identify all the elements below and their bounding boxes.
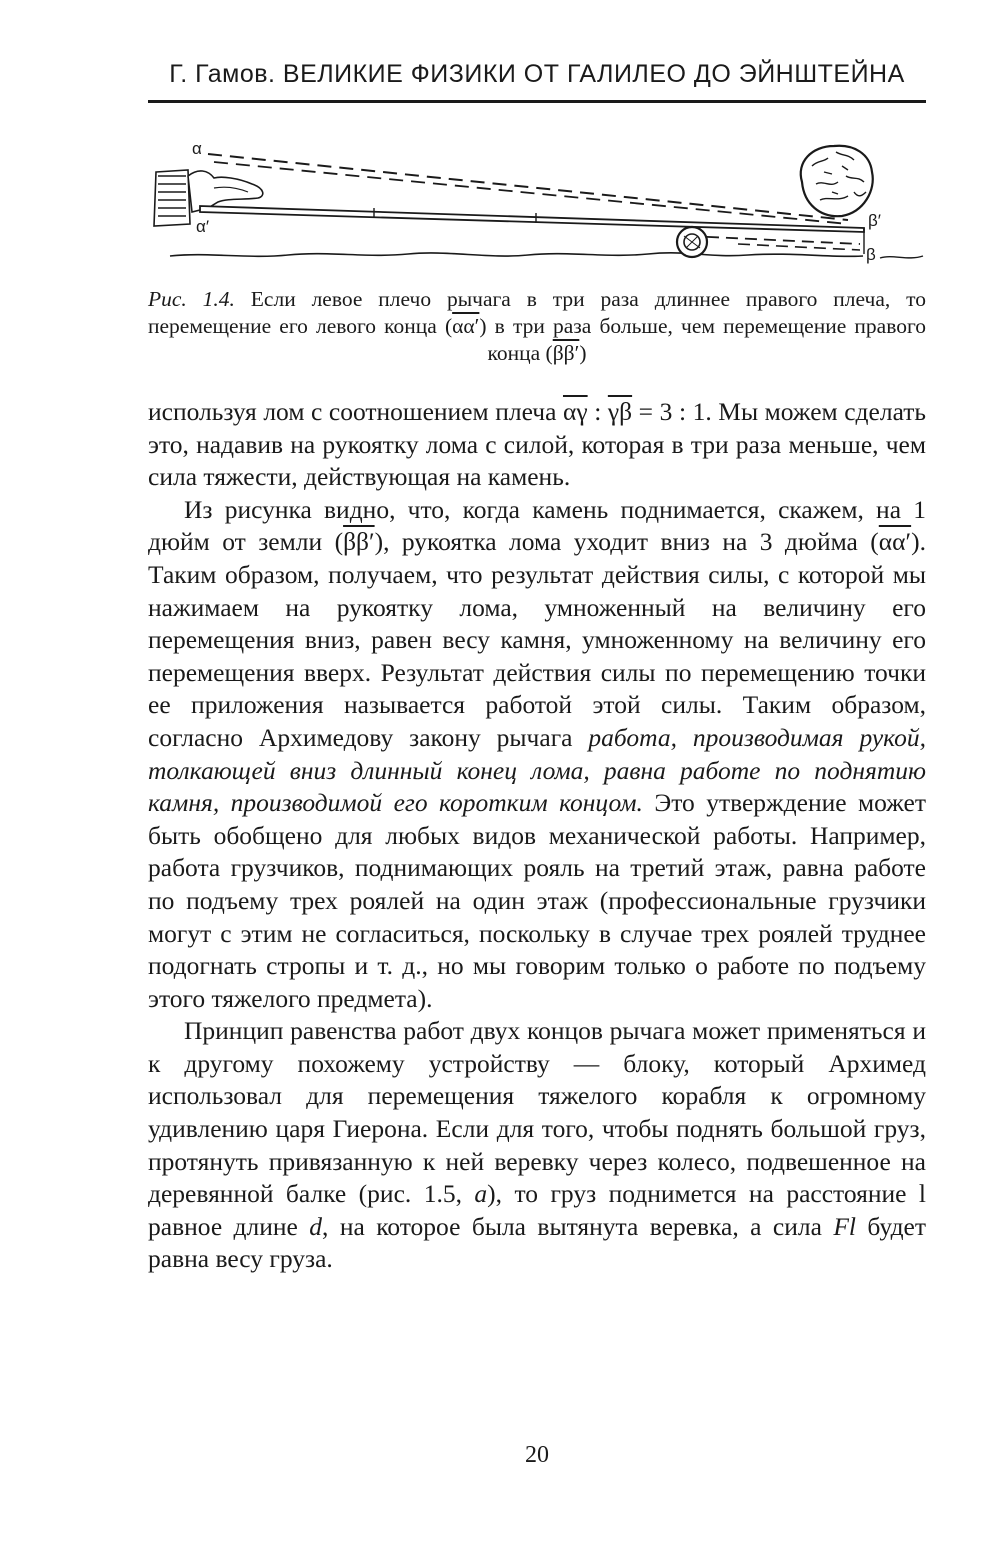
p2-text-b: ), рукоятка лома уходит вниз на 3 дюйма (	[374, 527, 879, 557]
label-alpha-prime: α′	[196, 217, 210, 236]
stone	[801, 146, 873, 216]
paragraph-1	[148, 396, 926, 494]
p2-emphasis: работа, производимая рукой, толкающей вниз длинный конец лома, равна работе по поднятию камня, производимой его коротким концом.	[148, 722, 927, 818]
lever-dashed-lower	[688, 236, 860, 244]
p1-text-c: = 3 : 1. Мы можем сделать это, надавив на рукоятку лома с силой, которая в три раза меньше, чем сила тяжести, действующая на камень.	[148, 397, 926, 492]
caption-symbol-alpha: αα′	[452, 314, 480, 338]
p2-text-d: Это утверждение может быть обобщено для любых видов механической работы. Например, работа грузчиков, поднимающих рояль на третий этаж, равна работе по подъему трех роялей на один этаж (профессиональные грузчики могут с этим не согласиться, поскольку в случае трех роялей труднее подогнать стропы и т. д., но мы говорим только о работе по подъему этого тяжелого предмета).	[148, 788, 927, 1013]
p2-symbol-beta: ββ′	[343, 527, 375, 557]
p3-emphasis-a: а	[474, 1179, 488, 1209]
body-text	[148, 396, 926, 1276]
p1-symbol-gamma-beta: $\overline{\gamma\beta}$	[607, 397, 633, 426]
caption-text-1: Если левое плечо рычага в три раза длиннее правого плеча, то перемещение его левого конца (	[148, 287, 927, 338]
label-alpha: α	[192, 139, 202, 158]
p2-text-a: Из рисунка видно, что, когда камень поднимается, скажем, на 1 дюйм от земли (	[148, 494, 926, 557]
ground-line-right	[880, 256, 923, 258]
page-number: 20	[525, 1442, 549, 1468]
ground-line	[170, 253, 863, 257]
figure-caption	[148, 286, 926, 367]
p3-text-a: Принцип равенства работ двух концов рычага может применяться и к другому похожему устройству — блоку, который Архимед использовал для перемещения тяжелого корабля к огромному удивлению царя Гиерона. Если для того, чтобы поднять большой груз, протянуть привязанную к ней веревку через колесо, подвешенное на деревянной балке (рис. 1.5,	[148, 1016, 926, 1209]
p1-text-a: используя лом с соотношением плеча	[148, 397, 563, 426]
paragraph-2	[148, 494, 926, 1016]
running-header: Г. Гамов. ВЕЛИКИЕ ФИЗИКИ ОТ ГАЛИЛЕО ДО ЭЙНШТЕЙНА	[169, 60, 905, 88]
paragraph-3	[148, 1015, 926, 1276]
lever-dashed-lower-2	[738, 244, 860, 250]
caption-symbol-beta: ββ′	[552, 341, 580, 365]
label-beta-prime: β′	[868, 211, 881, 230]
caption-label: Рис. 1.4.	[148, 287, 235, 311]
p2-symbol-alpha: αα′	[878, 527, 912, 557]
caption-text-2: ) в три раза больше, чем перемещение правого конца (	[479, 314, 926, 365]
p3-emphasis-fl: Fl	[833, 1211, 856, 1241]
crowbar	[200, 206, 864, 232]
p1-text-b: :	[587, 397, 608, 426]
p3-emphasis-d: d	[309, 1211, 323, 1241]
fulcrum-roller	[677, 227, 707, 257]
p3-text-b: ), то груз поднимется на расстояние l равное длине	[148, 1179, 926, 1241]
p1-symbol-alpha-gamma: $\overline{\alpha\gamma}$	[562, 397, 588, 426]
p3-text-d: будет равна весу груза.	[148, 1211, 927, 1274]
p3-text-c: , на которое была вытянута веревка, а сила	[322, 1211, 834, 1241]
header-rule	[148, 100, 926, 103]
caption-text-3: )	[579, 341, 587, 365]
p2-text-c: ). Таким образом, получаем, что результат действия силы, с которой мы нажимаем на рукоятку лома, умноженный на величину его перемещения вниз, равен весу камня, умноженному на величину его перемещения вверх. Результат действия силы по перемещению точки ее приложения называется работой этой силы. Таким образом, согласно Архимедову закону рычага	[148, 527, 926, 752]
lever-figure	[148, 132, 928, 282]
label-beta: β	[866, 245, 876, 264]
